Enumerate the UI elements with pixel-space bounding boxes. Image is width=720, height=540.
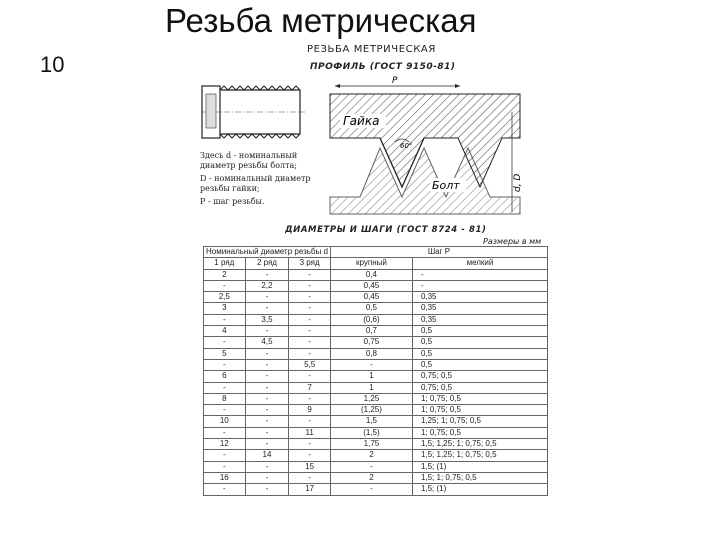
table-cell: - [245, 326, 289, 337]
header-pitch: Шаг P [330, 247, 547, 258]
table-cell: 4 [204, 326, 246, 337]
table-cell: 1; 0,75; 0,5 [412, 427, 547, 438]
table-cell: 1,5; 1,25; 1; 0,75; 0,5 [412, 439, 547, 450]
table-cell: - [245, 393, 289, 404]
table-cell: 1 [330, 382, 412, 393]
nut-label: Гайка [343, 114, 380, 128]
table-cell: 2 [330, 450, 412, 461]
table-cell: - [204, 280, 246, 291]
units-note: Размеры в мм [483, 237, 542, 246]
table-cell: - [289, 393, 331, 404]
table-cell: 4,5 [245, 337, 289, 348]
table-cell: (1,5) [330, 427, 412, 438]
table-cell: - [204, 359, 246, 370]
table-cell: 1,5; (1) [412, 461, 547, 472]
table-row [204, 269, 548, 280]
table-cell: 0,75 [330, 337, 412, 348]
table-cell: - [245, 405, 289, 416]
column-headers [204, 258, 548, 269]
table-cell: 0,7 [330, 326, 412, 337]
angle-label: 60° [400, 142, 413, 150]
table-row [204, 382, 548, 393]
col-row3: 3 ряд [289, 258, 331, 269]
table-cell: 0,5 [412, 337, 547, 348]
table-cell: 8 [204, 393, 246, 404]
table-cell: - [245, 439, 289, 450]
table-cell: (0,6) [330, 314, 412, 325]
note-nut-diameter: D - номинальный диаметр резьбы гайки; [200, 174, 311, 193]
table-cell: 1,5; (1) [412, 484, 547, 495]
table-cell: - [245, 292, 289, 303]
table-row [204, 326, 548, 337]
table-cell: (1,25) [330, 405, 412, 416]
table-cell: - [289, 269, 331, 280]
table-cell: 5,5 [289, 359, 331, 370]
table-cell: 1,5; 1; 0,75; 0,5 [412, 472, 547, 483]
table-cell: - [330, 359, 412, 370]
table-cell: 0,35 [412, 314, 547, 325]
table-cell: - [289, 337, 331, 348]
table-row [204, 450, 548, 461]
table-cell: 0,75; 0,5 [412, 371, 547, 382]
table-cell: - [289, 439, 331, 450]
table-cell: 3,5 [245, 314, 289, 325]
col-fine: мелкий [412, 258, 547, 269]
table-cell: 15 [289, 461, 331, 472]
table-row [204, 427, 548, 438]
table-cell: - [204, 484, 246, 495]
table-cell: 11 [289, 427, 331, 438]
table-cell: - [204, 314, 246, 325]
table-cell: 2,2 [245, 280, 289, 291]
table-cell: 1,75 [330, 439, 412, 450]
table-cell: 6 [204, 371, 246, 382]
doc-heading: РЕЗЬБА МЕТРИЧЕСКАЯ [307, 44, 436, 55]
table-row [204, 337, 548, 348]
table-row [204, 472, 548, 483]
table-cell: - [245, 472, 289, 483]
table-cell: 2 [204, 269, 246, 280]
table-row [204, 405, 548, 416]
table-row [204, 461, 548, 472]
table-row [204, 292, 548, 303]
table-cell: - [412, 280, 547, 291]
table-row [204, 359, 548, 370]
table-row [204, 371, 548, 382]
diameter-label: d, D [513, 173, 523, 192]
table-cell: - [245, 484, 289, 495]
table-cell: 0,35 [412, 292, 547, 303]
table-cell: 0,4 [330, 269, 412, 280]
document-scan [195, 44, 555, 534]
table-cell: 0,8 [330, 348, 412, 359]
table-cell: - [204, 450, 246, 461]
table-cell: - [330, 484, 412, 495]
table-cell: 1; 0,75; 0,5 [412, 405, 547, 416]
table-cell: - [204, 337, 246, 348]
table-cell: - [289, 348, 331, 359]
table-cell: - [204, 427, 246, 438]
table-cell: 10 [204, 416, 246, 427]
table-cell: - [204, 382, 246, 393]
table-row [204, 393, 548, 404]
table-cell: - [245, 303, 289, 314]
col-coarse: крупный [330, 258, 412, 269]
table-cell: 12 [204, 439, 246, 450]
table-cell: 0,5 [412, 359, 547, 370]
table-cell: - [289, 450, 331, 461]
table-cell: - [245, 382, 289, 393]
table-cell: 0,45 [330, 292, 412, 303]
table-cell: 0,45 [330, 280, 412, 291]
table-row [204, 348, 548, 359]
table-cell: 5 [204, 348, 246, 359]
table-cell: - [289, 314, 331, 325]
table-row [204, 303, 548, 314]
table-cell: - [289, 326, 331, 337]
table-row [204, 439, 548, 450]
table-cell: - [289, 292, 331, 303]
table-cell: - [289, 371, 331, 382]
table-cell: 1,25 [330, 393, 412, 404]
table-cell: - [412, 269, 547, 280]
table-cell: 17 [289, 484, 331, 495]
bolt-thread-drawing [200, 74, 310, 149]
table-cell: - [289, 303, 331, 314]
table-cell: - [245, 461, 289, 472]
col-row1: 1 ряд [204, 258, 246, 269]
table-cell: 2 [330, 472, 412, 483]
table-cell: 7 [289, 382, 331, 393]
table-cell: - [245, 359, 289, 370]
col-row2: 2 ряд [245, 258, 289, 269]
table-cell: 1,25; 1; 0,75; 0,5 [412, 416, 547, 427]
pitch-label: P [392, 76, 398, 86]
table-cell: 0,75; 0,5 [412, 382, 547, 393]
bolt-label: Болт [432, 179, 460, 192]
table-cell: 14 [245, 450, 289, 461]
table-cell: - [204, 461, 246, 472]
table-cell: - [204, 405, 246, 416]
header-diameter: Номинальный диаметр резьбы d [204, 247, 331, 258]
slide-title: Резьба метрическая [165, 2, 477, 39]
table-cell: - [245, 371, 289, 382]
table-cell: - [245, 416, 289, 427]
table-cell: - [245, 269, 289, 280]
table-cell: - [289, 280, 331, 291]
table-cell: 3 [204, 303, 246, 314]
table-row [204, 314, 548, 325]
table-cell: - [245, 427, 289, 438]
notes [200, 151, 320, 210]
table-cell: - [289, 416, 331, 427]
thread-profile-drawing [320, 72, 530, 217]
table-row [204, 416, 548, 427]
table-cell: 1,5 [330, 416, 412, 427]
table-cell: 2,5 [204, 292, 246, 303]
table-cell: 9 [289, 405, 331, 416]
note-bolt-diameter: Здесь d - номинальный диаметр резьбы болта; [200, 151, 298, 170]
table-row [204, 484, 548, 495]
table-cell: 0,5 [412, 348, 547, 359]
table-cell: 1; 0,75; 0,5 [412, 393, 547, 404]
table-cell: - [330, 461, 412, 472]
profile-caption: ПРОФИЛЬ (ГОСТ 9150-81) [310, 62, 456, 72]
note-pitch: P - шаг резьбы. [200, 197, 265, 206]
diameters-pitches-table [203, 246, 548, 496]
table-cell: 16 [204, 472, 246, 483]
table-cell: 0,35 [412, 303, 547, 314]
table-row [204, 280, 548, 291]
table-title: ДИАМЕТРЫ И ШАГИ (ГОСТ 8724 - 81) [285, 225, 487, 235]
table-cell: 1,5; 1,25; 1; 0,75; 0,5 [412, 450, 547, 461]
table-cell: 0,5 [330, 303, 412, 314]
table-cell: - [289, 472, 331, 483]
table-cell: 1 [330, 371, 412, 382]
table-cell: 0,5 [412, 326, 547, 337]
slide-number: 10 [40, 52, 65, 77]
table-cell: - [245, 348, 289, 359]
